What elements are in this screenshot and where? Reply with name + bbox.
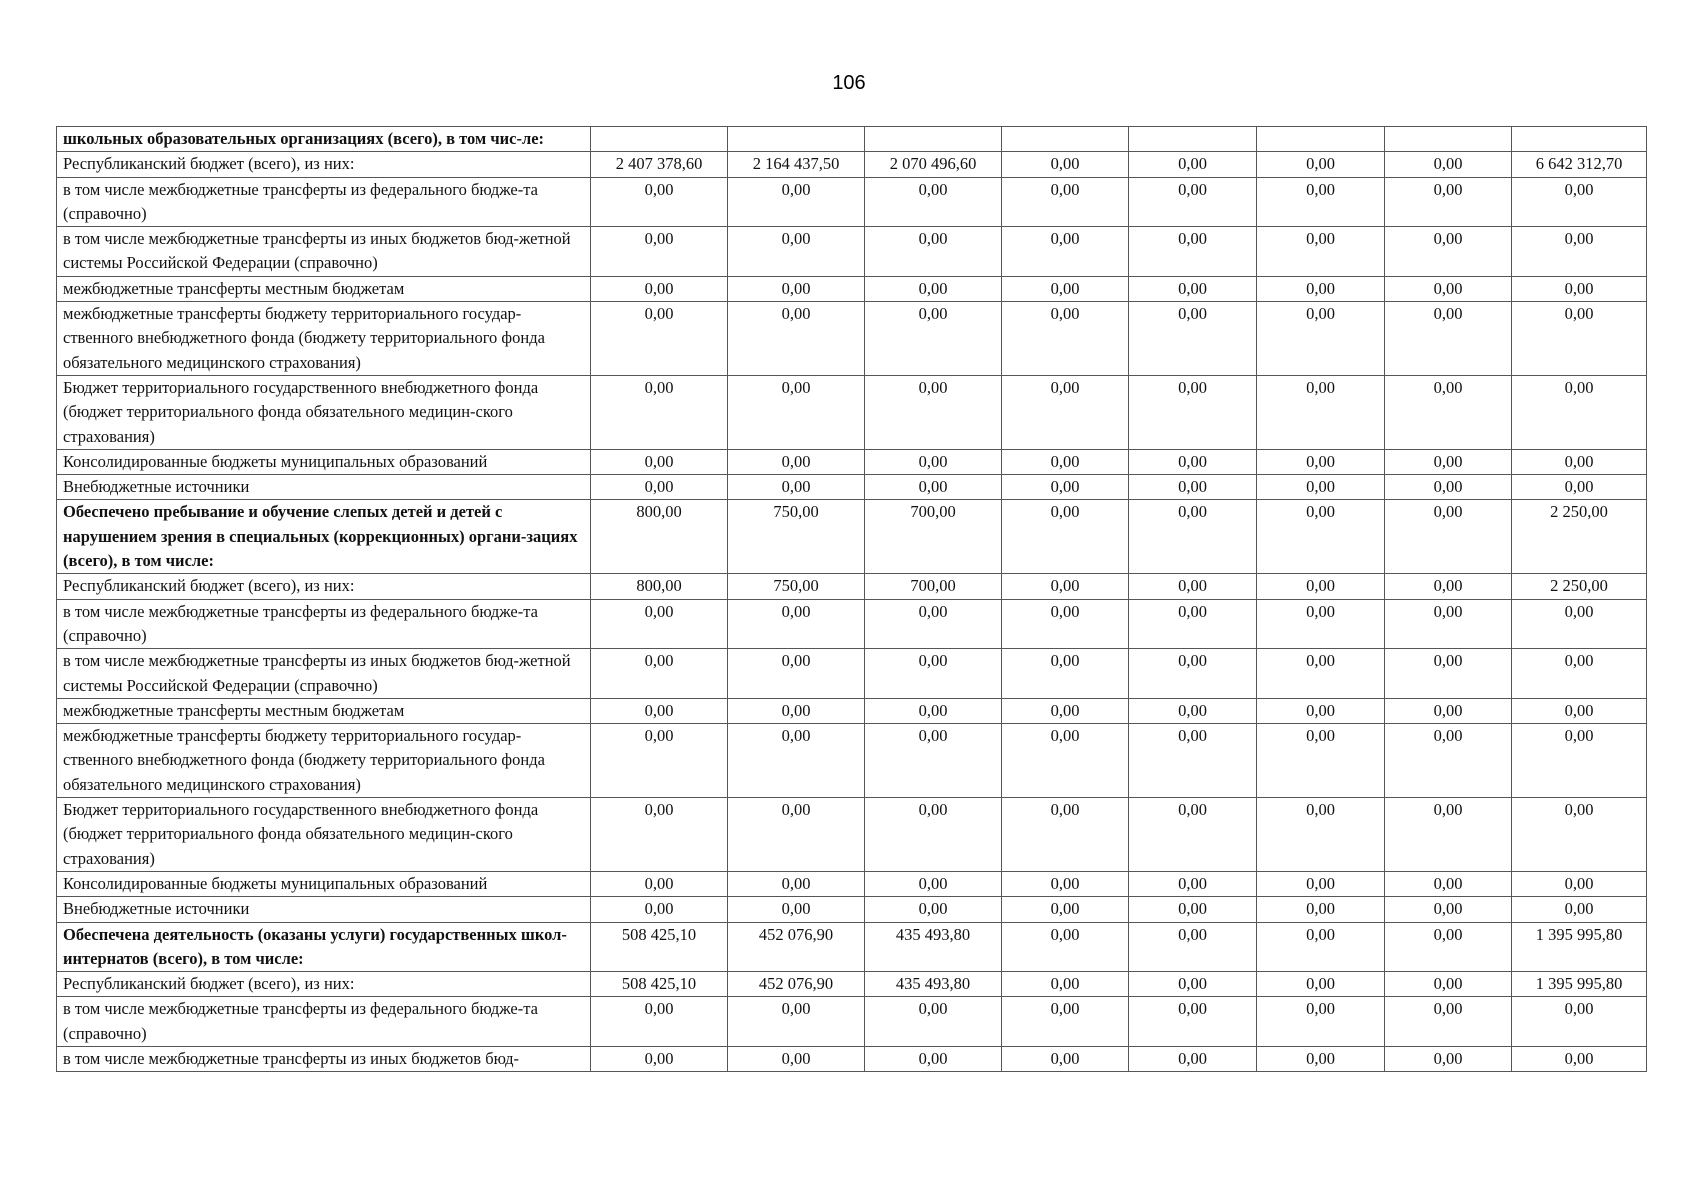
value-cell: 0,00 [1257, 599, 1385, 649]
value-cell: 0,00 [1129, 1046, 1257, 1071]
value-cell: 0,00 [1002, 798, 1129, 872]
value-cell: 0,00 [1002, 649, 1129, 699]
value-cell: 0,00 [865, 698, 1002, 723]
value-cell: 0,00 [1512, 449, 1647, 474]
value-cell: 0,00 [1257, 177, 1385, 227]
value-cell: 0,00 [1002, 177, 1129, 227]
value-cell: 0,00 [591, 698, 728, 723]
value-cell: 0,00 [1385, 698, 1512, 723]
value-cell: 2 250,00 [1512, 500, 1647, 574]
value-cell: 0,00 [1257, 1046, 1385, 1071]
value-cell: 0,00 [865, 227, 1002, 277]
value-cell: 0,00 [865, 599, 1002, 649]
value-cell: 0,00 [591, 475, 728, 500]
value-cell: 0,00 [728, 177, 865, 227]
value-cell: 0,00 [728, 997, 865, 1047]
value-cell: 0,00 [591, 871, 728, 896]
value-cell: 0,00 [1002, 375, 1129, 449]
value-cell: 0,00 [1129, 574, 1257, 599]
value-cell: 0,00 [728, 449, 865, 474]
value-cell: 0,00 [865, 375, 1002, 449]
value-cell: 0,00 [865, 177, 1002, 227]
value-cell: 0,00 [1002, 599, 1129, 649]
value-cell: 6 642 312,70 [1512, 152, 1647, 177]
value-cell: 0,00 [1129, 972, 1257, 997]
value-cell: 0,00 [1385, 922, 1512, 972]
value-cell: 0,00 [1002, 302, 1129, 376]
value-cell: 0,00 [591, 302, 728, 376]
value-cell: 0,00 [865, 997, 1002, 1047]
value-cell: 0,00 [1129, 177, 1257, 227]
value-cell: 0,00 [1385, 897, 1512, 922]
value-cell: 0,00 [1257, 698, 1385, 723]
value-cell: 0,00 [1257, 500, 1385, 574]
value-cell: 0,00 [1257, 302, 1385, 376]
row-label: Обеспечена деятельность (оказаны услуги) государственных школ-интернатов (всего), в том числе: [57, 922, 591, 972]
value-cell: 0,00 [1257, 152, 1385, 177]
value-cell: 0,00 [728, 897, 865, 922]
value-cell: 435 493,80 [865, 922, 1002, 972]
table-row [57, 475, 1647, 500]
table-row [57, 500, 1647, 574]
value-cell: 0,00 [1129, 997, 1257, 1047]
value-cell: 0,00 [1002, 871, 1129, 896]
table-row [57, 276, 1647, 301]
value-cell: 0,00 [728, 302, 865, 376]
row-label: межбюджетные трансферты бюджету территориального государ-ственного внебюджетного фонда (бюджету территориального фонда обязательного медицинского страхования) [57, 302, 591, 376]
table-row [57, 649, 1647, 699]
value-cell: 0,00 [1257, 449, 1385, 474]
value-cell: 0,00 [1129, 276, 1257, 301]
page-number: 106 [832, 72, 866, 94]
table-row [57, 698, 1647, 723]
value-cell: 0,00 [1512, 375, 1647, 449]
value-cell: 0,00 [1129, 649, 1257, 699]
value-cell: 0,00 [865, 276, 1002, 301]
table-row [57, 724, 1647, 798]
value-cell: 800,00 [591, 574, 728, 599]
table-row [57, 127, 1647, 152]
value-cell: 0,00 [1385, 152, 1512, 177]
value-cell: 0,00 [1002, 997, 1129, 1047]
value-cell: 452 076,90 [728, 972, 865, 997]
value-cell: 0,00 [1257, 227, 1385, 277]
row-label: Внебюджетные источники [57, 475, 591, 500]
table-row [57, 152, 1647, 177]
table-row [57, 922, 1647, 972]
value-cell: 750,00 [728, 500, 865, 574]
value-cell [591, 127, 728, 152]
table-row [57, 997, 1647, 1047]
row-label: школьных образовательных организациях (всего), в том чис-ле: [57, 127, 591, 152]
value-cell: 0,00 [1385, 276, 1512, 301]
value-cell: 700,00 [865, 500, 1002, 574]
value-cell: 0,00 [1385, 574, 1512, 599]
table-row [57, 897, 1647, 922]
table-row [57, 798, 1647, 872]
value-cell: 0,00 [1002, 449, 1129, 474]
value-cell: 0,00 [1129, 375, 1257, 449]
table-row [57, 574, 1647, 599]
value-cell: 0,00 [1129, 922, 1257, 972]
value-cell: 0,00 [1257, 897, 1385, 922]
value-cell: 0,00 [1257, 922, 1385, 972]
row-label: в том числе межбюджетные трансферты из федерального бюдже-та (справочно) [57, 599, 591, 649]
value-cell: 0,00 [1257, 798, 1385, 872]
value-cell: 0,00 [728, 475, 865, 500]
value-cell: 1 395 995,80 [1512, 972, 1647, 997]
value-cell: 0,00 [1385, 475, 1512, 500]
row-label: Консолидированные бюджеты муниципальных образований [57, 449, 591, 474]
value-cell: 0,00 [591, 375, 728, 449]
table-row [57, 375, 1647, 449]
value-cell: 0,00 [865, 449, 1002, 474]
value-cell: 0,00 [591, 724, 728, 798]
value-cell: 0,00 [1002, 897, 1129, 922]
value-cell: 0,00 [1385, 500, 1512, 574]
value-cell: 0,00 [1129, 897, 1257, 922]
value-cell: 0,00 [865, 302, 1002, 376]
row-label: Внебюджетные источники [57, 897, 591, 922]
value-cell: 0,00 [865, 724, 1002, 798]
value-cell: 0,00 [591, 177, 728, 227]
row-label: в том числе межбюджетные трансферты из федерального бюдже-та (справочно) [57, 997, 591, 1047]
value-cell: 0,00 [1129, 871, 1257, 896]
value-cell: 0,00 [1385, 177, 1512, 227]
value-cell: 0,00 [1129, 698, 1257, 723]
value-cell: 0,00 [1002, 574, 1129, 599]
value-cell: 800,00 [591, 500, 728, 574]
value-cell: 0,00 [1129, 724, 1257, 798]
value-cell: 0,00 [1385, 227, 1512, 277]
budget-table-body [57, 127, 1647, 1072]
value-cell: 0,00 [1129, 227, 1257, 277]
value-cell: 0,00 [1002, 500, 1129, 574]
value-cell: 0,00 [591, 449, 728, 474]
value-cell [728, 127, 865, 152]
value-cell: 0,00 [1257, 475, 1385, 500]
value-cell: 0,00 [1512, 897, 1647, 922]
value-cell: 0,00 [1002, 227, 1129, 277]
value-cell: 1 395 995,80 [1512, 922, 1647, 972]
value-cell: 0,00 [591, 997, 728, 1047]
value-cell: 0,00 [1512, 724, 1647, 798]
value-cell: 0,00 [1002, 922, 1129, 972]
value-cell: 0,00 [865, 897, 1002, 922]
value-cell: 2 070 496,60 [865, 152, 1002, 177]
row-label: межбюджетные трансферты местным бюджетам [57, 276, 591, 301]
value-cell [1002, 127, 1129, 152]
value-cell: 0,00 [1002, 276, 1129, 301]
value-cell: 0,00 [591, 649, 728, 699]
value-cell: 0,00 [728, 227, 865, 277]
table-row [57, 972, 1647, 997]
value-cell: 0,00 [591, 276, 728, 301]
value-cell: 452 076,90 [728, 922, 865, 972]
value-cell: 0,00 [1129, 449, 1257, 474]
value-cell: 0,00 [1385, 1046, 1512, 1071]
row-label: Бюджет территориального государственного внебюджетного фонда (бюджет территориального фонда обязательного медицин-ского страхования) [57, 798, 591, 872]
row-label: в том числе межбюджетные трансферты из иных бюджетов бюд-жетной системы Российской Федерации (справочно) [57, 227, 591, 277]
value-cell: 0,00 [1002, 1046, 1129, 1071]
value-cell: 0,00 [1385, 798, 1512, 872]
row-label: Бюджет территориального государственного внебюджетного фонда (бюджет территориального фонда обязательного медицин-ского страхования) [57, 375, 591, 449]
value-cell: 0,00 [1512, 227, 1647, 277]
value-cell [865, 127, 1002, 152]
value-cell: 0,00 [865, 649, 1002, 699]
value-cell: 0,00 [728, 649, 865, 699]
value-cell: 435 493,80 [865, 972, 1002, 997]
value-cell: 0,00 [1002, 698, 1129, 723]
value-cell: 0,00 [1257, 375, 1385, 449]
value-cell: 0,00 [728, 276, 865, 301]
value-cell: 0,00 [1129, 599, 1257, 649]
value-cell: 0,00 [1512, 599, 1647, 649]
value-cell [1512, 127, 1647, 152]
table-row [57, 227, 1647, 277]
value-cell: 0,00 [865, 871, 1002, 896]
value-cell: 0,00 [591, 599, 728, 649]
value-cell: 750,00 [728, 574, 865, 599]
value-cell: 0,00 [728, 698, 865, 723]
value-cell: 0,00 [1512, 997, 1647, 1047]
value-cell: 2 407 378,60 [591, 152, 728, 177]
row-label: Обеспечено пребывание и обучение слепых детей и детей с нарушением зрения в специальных (коррекционных) органи-зациях (всего), в том числе: [57, 500, 591, 574]
value-cell: 0,00 [1512, 1046, 1647, 1071]
value-cell: 0,00 [1512, 177, 1647, 227]
table-row [57, 302, 1647, 376]
value-cell: 0,00 [591, 798, 728, 872]
value-cell: 0,00 [1257, 871, 1385, 896]
value-cell: 0,00 [728, 724, 865, 798]
table-row [57, 599, 1647, 649]
value-cell: 0,00 [1512, 798, 1647, 872]
row-label: Республиканский бюджет (всего), из них: [57, 152, 591, 177]
value-cell: 0,00 [1129, 302, 1257, 376]
value-cell: 508 425,10 [591, 922, 728, 972]
value-cell: 0,00 [1002, 724, 1129, 798]
value-cell: 0,00 [728, 871, 865, 896]
value-cell: 0,00 [1257, 997, 1385, 1047]
value-cell [1257, 127, 1385, 152]
value-cell: 0,00 [1512, 475, 1647, 500]
value-cell: 0,00 [1512, 649, 1647, 699]
row-label: Республиканский бюджет (всего), из них: [57, 574, 591, 599]
value-cell: 0,00 [1512, 871, 1647, 896]
row-label: в том числе межбюджетные трансферты из иных бюджетов бюд- [57, 1046, 591, 1071]
value-cell: 0,00 [591, 1046, 728, 1071]
value-cell: 0,00 [1512, 302, 1647, 376]
value-cell: 0,00 [1512, 698, 1647, 723]
value-cell [1129, 127, 1257, 152]
value-cell: 0,00 [865, 1046, 1002, 1071]
value-cell: 2 250,00 [1512, 574, 1647, 599]
value-cell: 0,00 [1257, 724, 1385, 798]
value-cell: 0,00 [1257, 649, 1385, 699]
value-cell: 508 425,10 [591, 972, 728, 997]
value-cell: 0,00 [1129, 500, 1257, 574]
value-cell: 0,00 [1129, 475, 1257, 500]
row-label: Консолидированные бюджеты муниципальных образований [57, 871, 591, 896]
value-cell: 0,00 [1385, 449, 1512, 474]
value-cell: 0,00 [1385, 871, 1512, 896]
table-row [57, 449, 1647, 474]
value-cell: 0,00 [1385, 302, 1512, 376]
value-cell: 0,00 [1385, 649, 1512, 699]
value-cell: 0,00 [1257, 574, 1385, 599]
value-cell: 0,00 [1002, 475, 1129, 500]
value-cell: 0,00 [728, 375, 865, 449]
row-label: межбюджетные трансферты местным бюджетам [57, 698, 591, 723]
value-cell: 0,00 [1385, 724, 1512, 798]
value-cell: 0,00 [1257, 972, 1385, 997]
row-label: в том числе межбюджетные трансферты из федерального бюдже-та (справочно) [57, 177, 591, 227]
value-cell: 0,00 [865, 798, 1002, 872]
value-cell: 0,00 [1257, 276, 1385, 301]
row-label: в том числе межбюджетные трансферты из иных бюджетов бюд-жетной системы Российской Федерации (справочно) [57, 649, 591, 699]
value-cell: 0,00 [1512, 276, 1647, 301]
value-cell: 0,00 [1002, 152, 1129, 177]
row-label: межбюджетные трансферты бюджету территориального государ-ственного внебюджетного фонда (бюджету территориального фонда обязательного медицинского страхования) [57, 724, 591, 798]
value-cell: 700,00 [865, 574, 1002, 599]
value-cell: 0,00 [728, 798, 865, 872]
value-cell: 0,00 [728, 1046, 865, 1071]
value-cell: 0,00 [728, 599, 865, 649]
value-cell: 0,00 [591, 227, 728, 277]
value-cell: 0,00 [1385, 375, 1512, 449]
value-cell: 0,00 [865, 475, 1002, 500]
budget-table [56, 126, 1647, 1072]
value-cell: 0,00 [1385, 972, 1512, 997]
value-cell: 0,00 [1385, 997, 1512, 1047]
value-cell: 0,00 [1002, 972, 1129, 997]
row-label: Республиканский бюджет (всего), из них: [57, 972, 591, 997]
value-cell: 0,00 [1385, 599, 1512, 649]
value-cell: 2 164 437,50 [728, 152, 865, 177]
table-row [57, 871, 1647, 896]
value-cell [1385, 127, 1512, 152]
value-cell: 0,00 [1129, 152, 1257, 177]
value-cell: 0,00 [1129, 798, 1257, 872]
table-row [57, 1046, 1647, 1071]
table-row [57, 177, 1647, 227]
value-cell: 0,00 [591, 897, 728, 922]
